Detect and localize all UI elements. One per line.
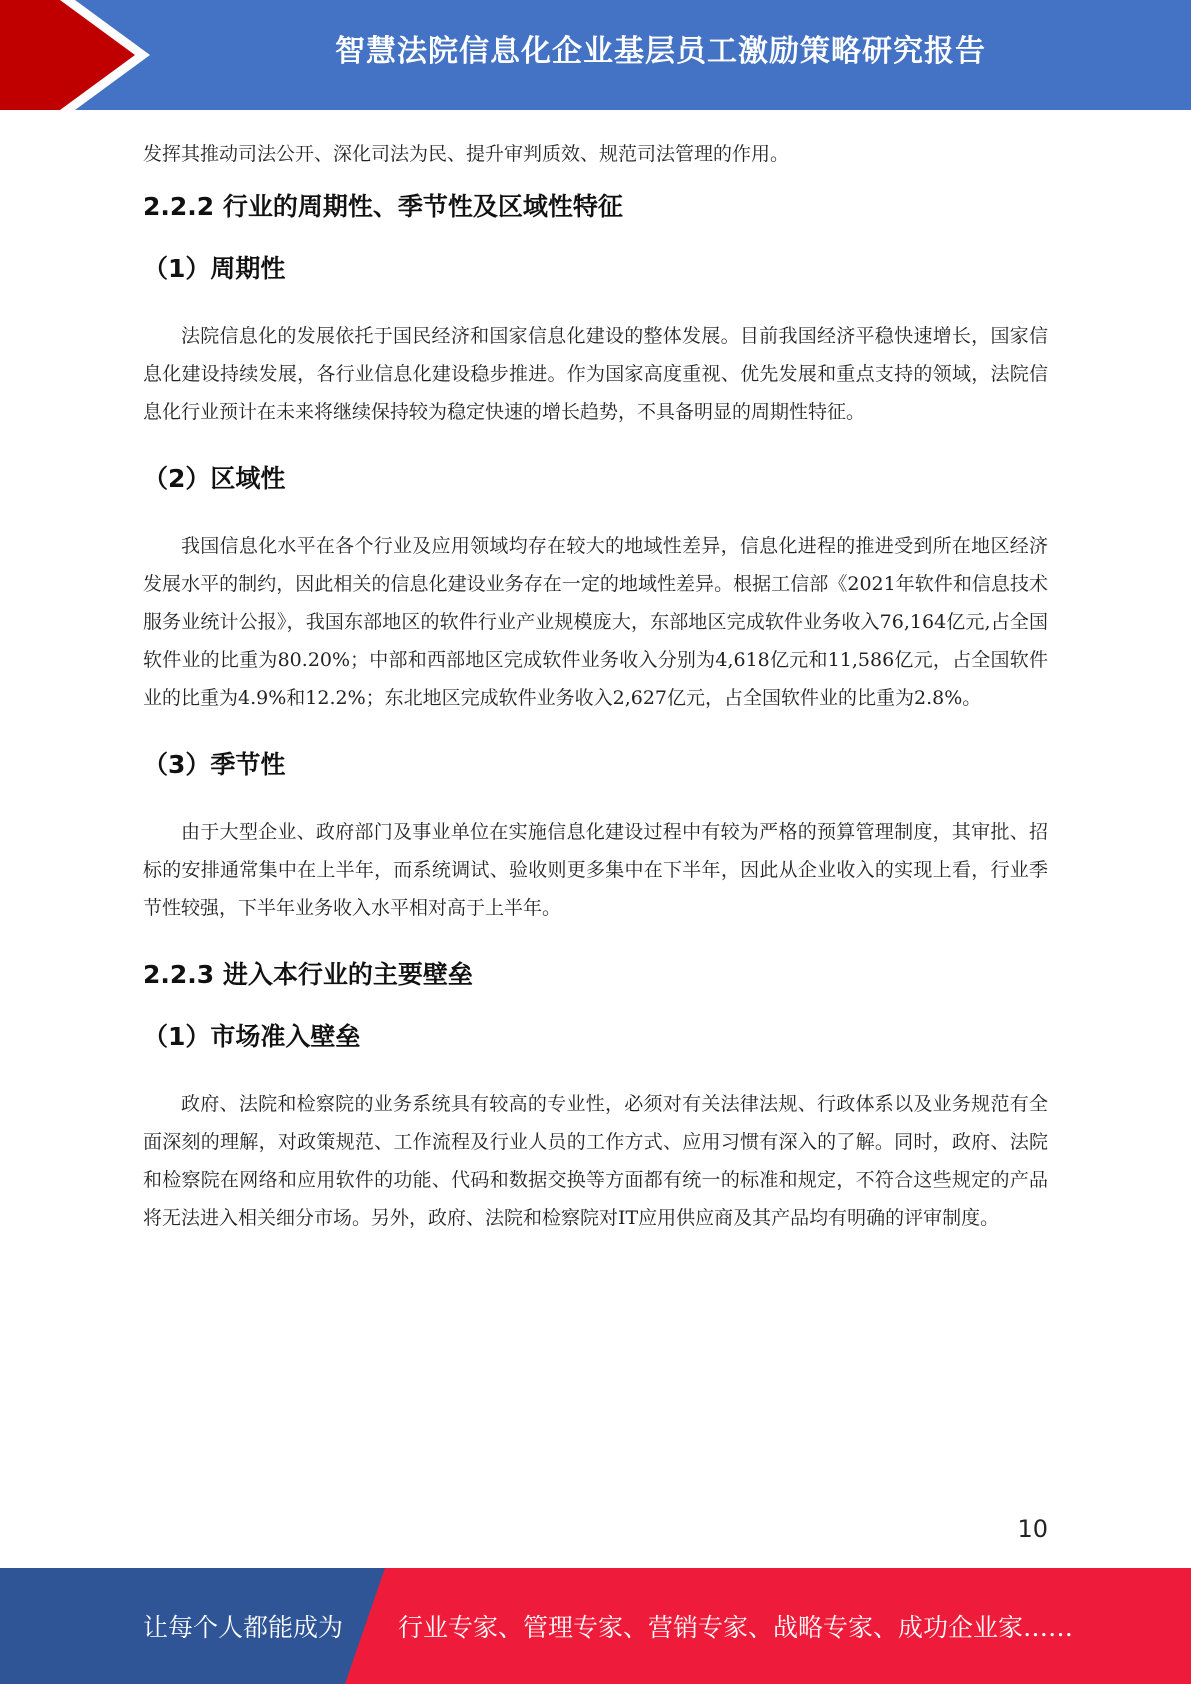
section-heading-2-2-2: 2.2.2 行业的周期性、季节性及区域性特征 [143, 192, 623, 221]
paragraph-regionality: 我国信息化水平在各个行业及应用领域均存在较大的地域性差异，信息化进程的推进受到所在地区经济发展水平的制约，因此相关的信息化建设业务存在一定的地域性差异。根据工信部《2021年软件和信息技术服务业统计公报》，我国东部地区的软件行业产业规模庞大，东部地区完成软件业务收入76,164亿元,占全国软件业的比重为80.20%；中部和西部地区完成软件业务收入分别为4,618亿元和11,586亿元，占全国软件业的比重为4.9%和12.2%；东北地区完成软件业务收入2,627亿元，占全国软件业的比重为2.8%。 [143, 535, 1048, 709]
page-header [0, 0, 1191, 110]
subheading-seasonality: （3）季节性 [143, 750, 286, 779]
page-number: 10 [1017, 1515, 1048, 1543]
section-heading-2-2-3: 2.2.3 进入本行业的主要壁垒 [143, 960, 473, 989]
report-title: 智慧法院信息化企业基层员工激励策略研究报告 [335, 34, 986, 69]
paragraph-market-access: 政府、法院和检察院的业务系统具有较高的专业性，必须对有关法律法规、行政体系以及业务规范有全面深刻的理解，对政策规范、工作流程及行业人员的工作方式、应用习惯有深入的了解。同时，政府、法院和检察院在网络和应用软件的功能、代码和数据交换等方面都有统一的标准和规定，不符合这些规定的产品将无法进入相关细分市场。另外，政府、法院和检察院对IT应用供应商及其产品均有明确的评审制度。 [143, 1093, 1048, 1229]
page-footer [0, 1568, 1191, 1684]
paragraph-seasonality: 由于大型企业、政府部门及事业单位在实施信息化建设过程中有较为严格的预算管理制度，其审批、招标的安排通常集中在上半年，而系统调试、验收则更多集中在下半年，因此从企业收入的实现上看，行业季节性较强，下半年业务收入水平相对高于上半年。 [143, 821, 1048, 919]
footer-slogan-left: 让每个人都能成为 [143, 1613, 344, 1642]
subheading-regionality: （2）区域性 [143, 464, 286, 493]
paragraph-periodicity: 法院信息化的发展依托于国民经济和国家信息化建设的整体发展。目前我国经济平稳快速增长，国家信息化建设持续发展，各行业信息化建设稳步推进。作为国家高度重视、优先发展和重点支持的领域，法院信息化行业预计在未来将继续保持较为稳定快速的增长趋势，不具备明显的周期性特征。 [143, 325, 1048, 423]
lead-paragraph: 发挥其推动司法公开、深化司法为民、提升审判质效、规范司法管理的作用。 [143, 143, 790, 165]
subheading-periodicity: （1）周期性 [143, 254, 286, 283]
document-body [143, 135, 1048, 1265]
subheading-market-access: （1）市场准入壁垒 [143, 1022, 361, 1051]
footer-slogan-right: 行业专家、管理专家、营销专家、战略专家、成功企业家…… [398, 1613, 1074, 1642]
header-chevron-icon [0, 0, 160, 110]
